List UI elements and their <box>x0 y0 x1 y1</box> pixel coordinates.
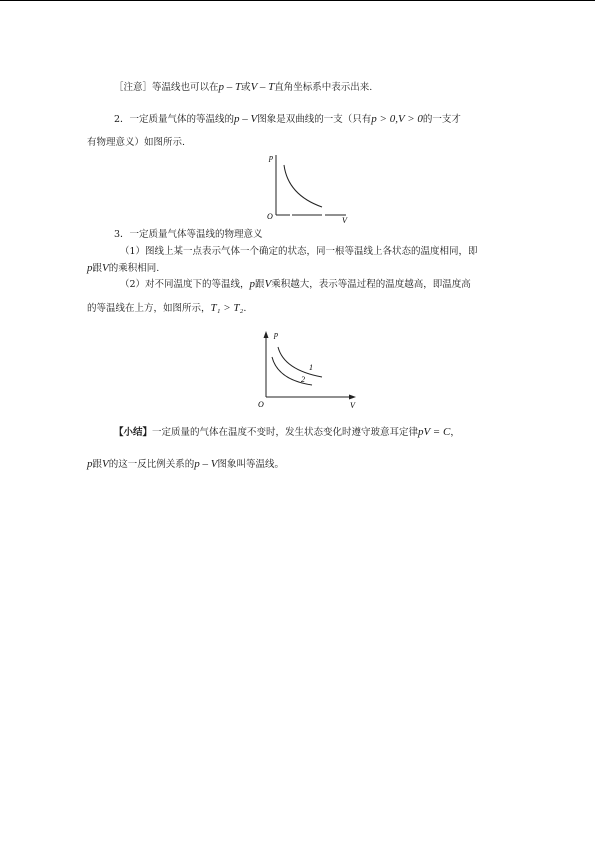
item3-s2-temps: T₁ > T₂ <box>210 302 244 314</box>
summary-mid: 跟 <box>92 459 103 470</box>
item3-s1-line2 <box>87 262 159 275</box>
item3-s1-text: （1）图线上某一点表示气体一个确定的状态，同一根等温线上各状态的温度相同，即 <box>120 246 478 257</box>
item2-mid: 图象是双曲线的一支（只有 <box>257 114 372 125</box>
summary-tag: 【小结】 <box>114 427 153 438</box>
item3-s2-mid: 跟 <box>255 279 265 290</box>
item2-line2 <box>87 137 185 149</box>
figure-isotherm-pair <box>252 325 367 415</box>
summary-line2 <box>87 458 284 471</box>
fig2-isotherm-1 <box>278 347 322 377</box>
summary-v: V <box>102 458 109 470</box>
item3-s1-mid: 跟 <box>92 263 103 274</box>
item2-line2-text: 有物理意义）如图所示. <box>87 137 186 148</box>
item3-heading <box>114 229 263 241</box>
item2-lead: 2．一定质量气体的等温线的 <box>114 114 235 125</box>
item3-s2-lead: （2）对不同温度下的等温线， <box>120 279 250 290</box>
fig2-v-label: V <box>350 401 355 410</box>
top-rule <box>0 0 595 1</box>
summary-law: pV = C <box>418 426 451 438</box>
summary-line1 <box>114 426 460 439</box>
summary-comma: ， <box>450 427 460 438</box>
fig1-origin-label: O <box>267 212 273 221</box>
item3-s2-period: . <box>243 303 247 314</box>
figure-isotherm-single <box>262 147 362 227</box>
note-suffix: 直角坐标系中表示出来. <box>274 82 373 93</box>
item3-s1-end: 的乘积相同. <box>108 263 160 274</box>
summary-a: 的这一反比例关系的 <box>108 459 195 470</box>
item3-s2-lead2: 的等温线在上方，如图所示， <box>87 303 211 314</box>
item3-heading-text: 3．一定质量气体等温线的物理意义 <box>114 229 263 240</box>
item3-s2-p: p <box>249 278 256 290</box>
note-or: 或 <box>241 82 251 93</box>
item3-s2-end: 乘积越大，表示等温过程的温度越高，即温度高 <box>271 279 471 290</box>
item3-s2-line2 <box>87 302 246 315</box>
fig1-isotherm-curve <box>284 165 322 207</box>
fig1-v-label: V <box>342 216 347 225</box>
fig2-p-label: p <box>274 330 278 339</box>
summary-text: 一定质量的气体在温度不变时，发生状态变化时遵守玻意耳定律 <box>152 427 419 438</box>
fig1-p-label: p <box>269 153 273 162</box>
note-prefix: ［注意］等温线也可以在 <box>114 82 219 93</box>
summary-b: 图象叫等温线。 <box>217 459 285 470</box>
item3-s2-v: V <box>264 278 272 290</box>
fig2-curve1-label: 1 <box>309 363 313 372</box>
item2-tail: 的一支才 <box>422 114 461 125</box>
note-vt-symbol: V – T <box>250 81 275 93</box>
fig2-curve2-label: 2 <box>301 375 305 384</box>
fig2-p-arrow <box>264 331 269 338</box>
fig2-v-arrow <box>349 395 356 400</box>
item3-s1-line1 <box>120 246 478 258</box>
item3-s1-p: p <box>87 262 93 274</box>
summary-p: p <box>87 458 93 470</box>
item3-s1-v: V <box>102 262 109 274</box>
summary-pv-symbol: p – V <box>194 458 218 470</box>
item2-line1 <box>114 113 461 126</box>
item2-condition: p > 0,V > 0 <box>371 113 423 125</box>
item3-s2-line1 <box>120 278 471 291</box>
fig2-isotherm-2 <box>272 357 312 385</box>
note-pt-symbol: p – T <box>218 81 242 93</box>
fig2-origin-label: O <box>258 400 264 409</box>
item2-pv-symbol: p – V <box>234 113 258 125</box>
note-line <box>114 81 372 94</box>
